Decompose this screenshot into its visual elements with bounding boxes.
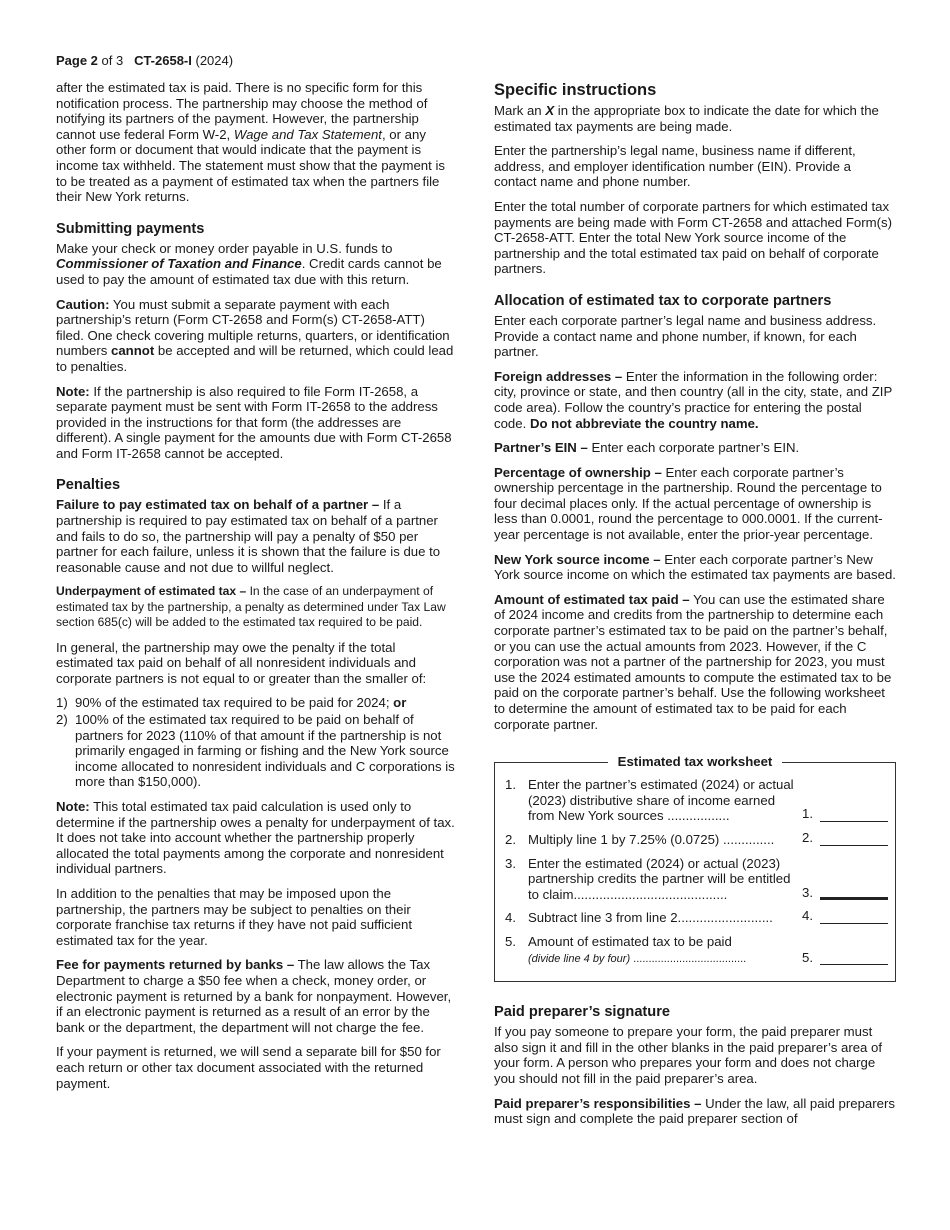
- amount-paragraph: Amount of estimated tax paid – You can use the estimated share of 2024 income and credits from the partnership to determine each corporate partner’s estimated tax to be paid on the partner’s behalf, or you can use the actual amounts from 2023. However, if the C corporation was not a partner of the partnership for 2023, you must use the 2024 estimated amounts to compute the estimated tax to be paid on the corporate partner’s behalf. Use the following worksheet to determine the amount of estimated tax to be paid for each corporate partner.: [494, 591, 892, 732]
- penalties-heading: Penalties: [56, 477, 121, 494]
- intro-paragraph: after the estimated tax is paid. There is no specific form for this notification process. The partnership may choose the method of notifying its partners of the payment. However, the partnership cannot use federal Form W-2, Wage and Tax Statement, or any other form or document that would indicate that the payment is income tax withheld. The statement must show that the payment is to be treated as a payment of estimated tax when the partners file their New York returns.: [56, 80, 445, 205]
- returned-paragraph: If your payment is returned, we will send a separate bill for $50 for each return or other tax document associated with the returned payment.: [56, 1044, 441, 1091]
- estimated-tax-worksheet: [494, 754, 896, 982]
- worksheet-line-1: 1. Enter the partner’s estimated (2024) or actual (2023) distributive share of income earned from New York sources ................. 1.: [505, 777, 889, 824]
- percentage-paragraph: Percentage of ownership – Enter each corporate partner’s ownership percentage in the partnership. Round the percentage to four decimal places only. If the actual percentage of ownership is less than 0.0001, round the percentage to 000.0001. If the current-year percentage is not available, enter the prior-year percentage.: [494, 464, 883, 543]
- worksheet-line-4: 4. Subtract line 3 from line 2.......................... 4.: [505, 910, 889, 926]
- preparer-heading: Paid preparer’s signature: [494, 1004, 671, 1021]
- form-year: (2024): [191, 53, 234, 68]
- right-column: [494, 80, 896, 1136]
- ein-paragraph: Partner’s EIN – Enter each corporate partner’s EIN.: [494, 440, 800, 456]
- list-item: 2) 100% of the estimated tax required to be paid on behalf of partners for 2023 (110% of that amount if the partnership is not primarily engaged in farming or fishing and the New York source income allocated to nonresident individuals and C corporations is more than $150,000).: [56, 712, 455, 790]
- failure-paragraph: Failure to pay estimated tax on behalf of a partner – If a partnership is required to pay estimated tax on behalf of a partner and fails to do so, the partnership will pay a penalty of $50 per partner for each failure, unless it is shown that the failure is due to reasonable cause and not due to willful neglect.: [56, 497, 441, 575]
- line-2-input[interactable]: [820, 832, 888, 846]
- form-id: CT-2658-I: [134, 53, 192, 68]
- foreign-paragraph: Foreign addresses – Enter the information in the following order: city, province or state, and then country (all in the city, state, and ZIP code area). Follow the country’s practice for entering the postal code. Do not abbreviate the country name.: [494, 368, 893, 431]
- allocation-heading: Allocation of estimated tax to corporate partners: [494, 292, 832, 309]
- caution-paragraph: Caution: You must submit a separate payment with each partnership’s return (Form CT-2658 and Form(s) CT-2658-ATT) filed. One check covering multiple returns, quarters, or identification numbers cannot be accepted and will be returned, which could lead to penalties.: [56, 296, 454, 374]
- line-4-input[interactable]: [820, 910, 888, 924]
- specific-heading: Specific instructions: [494, 81, 657, 99]
- page-header: [56, 53, 233, 69]
- page-label: Page 2: [56, 53, 98, 68]
- left-column: [56, 80, 456, 1100]
- worksheet-line-5: 5. Amount of estimated tax to be paid (divide line 4 by four) ..................................... 5.: [505, 934, 889, 967]
- line-5-input[interactable]: [820, 951, 888, 965]
- responsibilities-paragraph: Paid preparer’s responsibilities – Under the law, all paid preparers must sign and complete the paid preparer section of: [494, 1095, 895, 1127]
- general-paragraph: In general, the partnership may owe the penalty if the total estimated tax paid on behalf of all nonresident individuals and corporate partners is not equal to or greater than the smaller of:: [56, 639, 427, 686]
- list-item: 1) 90% of the estimated tax required to be paid for 2024; or: [56, 695, 407, 711]
- submitting-heading: Submitting payments: [56, 220, 205, 237]
- nysi-paragraph: New York source income – Enter each corporate partner’s New York source income on which the estimated tax payments are based.: [494, 551, 896, 583]
- enter-total-paragraph: Enter the total number of corporate partners for which estimated tax payments are being made with Form CT-2658 and attached Form(s) CT-2658-ATT. Enter the total New York source income of the partnership and the total estimated tax paid on behalf of corporate partners.: [494, 198, 893, 277]
- enter-name-paragraph: Enter the partnership’s legal name, business name if different, address, and employer identification number (EIN). Provide a contact name and phone number.: [494, 143, 856, 190]
- mark-paragraph: Mark an X in the appropriate box to indicate the date for which the estimated tax payments are being made.: [494, 103, 879, 134]
- submitting-paragraph: Make your check or money order payable in U.S. funds to Commissioner of Taxation and Finance. Credit cards cannot be used to pay the amount of estimated tax due with this return.: [56, 240, 442, 287]
- line-1-input[interactable]: [820, 808, 888, 822]
- allocation-paragraph: Enter each corporate partner’s legal name and business address. Provide a contact name and phone number, if known, for each partner.: [494, 312, 877, 360]
- addition-paragraph: In addition to the penalties that may be imposed upon the partnership, the partners may be subject to penalties on their corporate franchise tax returns if they have not paid sufficient estimated tax for the year.: [56, 885, 413, 948]
- underpayment-paragraph: Underpayment of estimated tax – In the case of an underpayment of estimated tax by the partnership, a penalty as determined under Tax Law section 685(c) will be added to the estimated tax required to be paid.: [56, 584, 446, 630]
- penalty-list: [56, 695, 456, 790]
- worksheet-title: Estimated tax worksheet: [495, 754, 895, 770]
- worksheet-line-2: 2. Multiply line 1 by 7.25% (0.0725) .............. 2.: [505, 832, 889, 848]
- line-3-input[interactable]: [820, 884, 888, 900]
- preparer-paragraph: If you pay someone to prepare your form, the paid preparer must also sign it and fill in the other blanks in the paid preparer’s area of your form. A person who prepares your form and does not charge you should not fill in the paid preparer’s area.: [494, 1024, 883, 1086]
- page-of: of 3: [97, 53, 124, 68]
- note-paragraph-2: Note: This total estimated tax paid calculation is used only to determine if the partnership owes a penalty for underpayment of tax. It does not take into account whether the partnership properly allocated the total payments among the corporate and nonresident individual partners.: [56, 799, 455, 877]
- worksheet-line-3: 3. Enter the estimated (2024) or actual (2023) partnership credits the partner will be entitled to claim.......................................... 3.: [505, 856, 889, 903]
- note-paragraph: Note: If the partnership is also required to file Form IT-2658, a separate payment must be sent with Form IT-2658 to the address provided in the instructions for that form (the addresses are different). A single payment for the amounts due with Form CT-2658 and Form IT-2658 cannot be accepted.: [56, 383, 452, 461]
- fee-paragraph: Fee for payments returned by banks – The law allows the Tax Department to charge a $50 fee when a check, money order, or electronic payment is returned by a bank for nonpayment. However, if an electronic payment is returned as a result of an error by the bank or the department, the department will not charge the fee.: [56, 957, 452, 1035]
